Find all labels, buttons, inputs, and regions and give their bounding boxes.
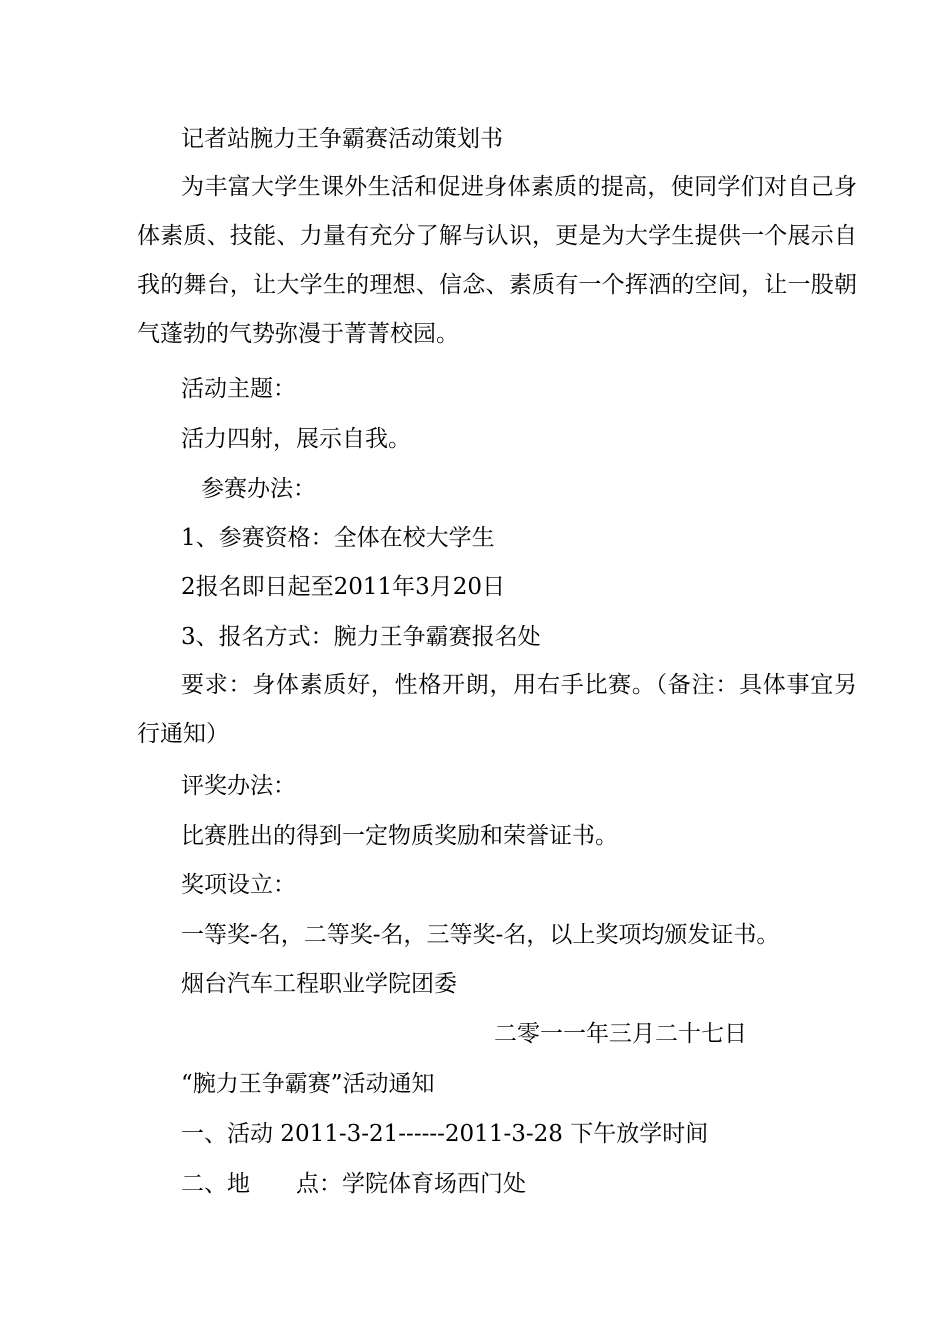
award-method-heading: 评奖办法： [181,773,296,799]
notice-time: 一、活动 2011-3-21------2011-3-28 下午放学时间 [181,1121,709,1147]
notice-location: 二、地 点：学院体育场西门处 [181,1171,526,1197]
awards-text: 一等奖-名，二等奖-名，三等奖-名，以上奖项均颁发证书。 [181,922,780,948]
intro-paragraph: 为丰富大学生课外生活和促进身体素质的提高，使同学们对自己身体素质、技能、力量有充分了解与认识，更是为大学生提供一个展示自我的舞台，让大学生的理想、信念、素质有一个挥洒的空间，让一股朝气蓬勃的气势弥漫于菁菁校园。 [137,174,857,347]
award-method-text: 比赛胜出的得到一定物质奖励和荣誉证书。 [181,823,618,849]
awards-heading: 奖项设立： [181,872,296,898]
document-date: 二零一一年三月二十七日 [494,1021,747,1047]
rules-heading: 参赛办法： [201,476,316,502]
rule-registration-method: 3、报名方式：腕力王争霸赛报名处 [181,624,541,650]
rule-eligibility: 1、参赛资格：全体在校大学生 [181,525,495,551]
theme-text: 活力四射，展示自我。 [181,426,411,452]
document-title: 记者站腕力王争霸赛活动策划书 [181,126,503,152]
theme-heading: 活动主题： [181,376,296,402]
organizer: 烟台汽车工程职业学院团委 [181,971,457,997]
notice-title: “腕力王争霸赛”活动通知 [181,1071,435,1097]
rule-registration-period: 2报名即日起至2011年3月20日 [181,574,506,600]
requirement-paragraph: 要求：身体素质好，性格开朗，用右手比赛。（备注：具体事宜另行通知） [137,672,857,747]
